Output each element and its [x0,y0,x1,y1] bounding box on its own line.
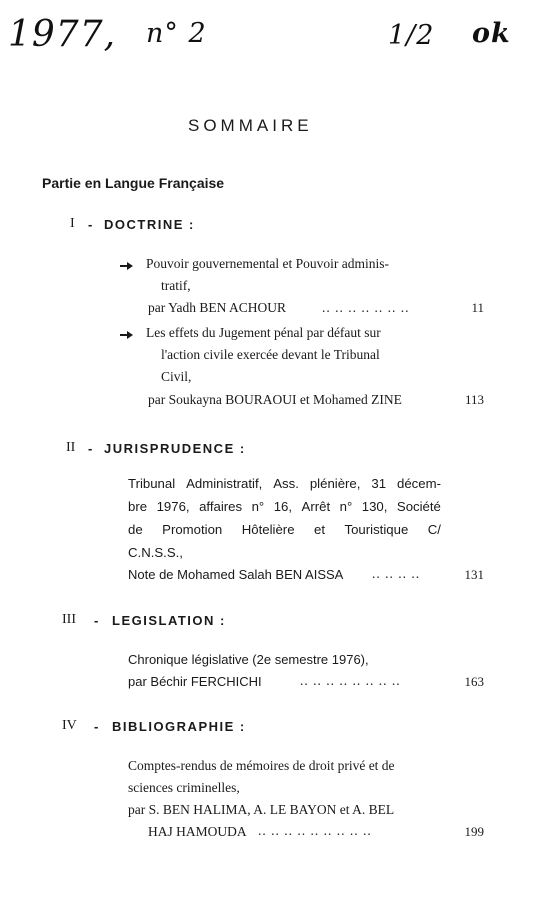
word: affaires [199,499,243,514]
word: Hôtelière [241,522,295,537]
entry-line: Comptes-rendus de mémoires de droit privé et de [128,758,395,773]
entry-line: Chronique législative (2e semestre 1976), [128,652,369,667]
section-number: II [66,440,76,455]
word: n° [339,499,353,514]
leader-dots: .. .. .. .. [372,566,421,581]
page-number: 113 [464,392,484,407]
word: 16, [273,499,293,514]
section-dash: - [94,613,99,628]
section-dash: - [94,719,99,734]
page-title: SOMMAIRE [188,116,313,135]
word: et [314,522,326,537]
entry-author: par Soukayna BOURAOUI et Mohamed ZINE [148,392,402,407]
section-number: IV [62,718,77,733]
entry-author: Note de Mohamed Salah BEN AISSA [128,567,344,582]
page-number: 199 [464,824,484,839]
arrow-bullet-icon [120,262,132,270]
part-heading: Partie en Langue Française [42,175,225,191]
handwritten-fraction: 1/2 [388,20,435,51]
text-line [128,476,441,496]
section-number: I [70,216,75,231]
handwritten-issue: n° 2 [146,18,207,49]
entry-line: tratif, [161,278,191,293]
word: n° [251,499,265,514]
word: Administratif, [186,476,263,491]
entry-line: l'action civile exercée devant le Tribunal [161,347,380,362]
text-line [128,499,441,519]
entry-author: HAJ HAMOUDA [148,824,247,839]
entry-author: par Yadh BEN ACHOUR [148,300,287,315]
word: Tribunal [128,476,176,491]
word: C.N.S.S., [128,545,183,560]
word: 130, [361,499,388,514]
word: 31 [371,476,387,491]
leader-dots: .. .. .. .. .. .. .. [322,300,410,315]
section-title: DOCTRINE : [104,217,195,232]
word: Promotion [162,522,223,537]
page-number: 131 [464,567,484,582]
handwritten-ok: ok [472,18,511,49]
leader-dots: .. .. .. .. .. .. .. .. .. [258,823,372,838]
word: plénière, [309,476,361,491]
section-title: JURISPRUDENCE : [104,441,246,456]
section-number: III [62,612,76,627]
arrow-bullet-icon [120,331,132,339]
text-line [128,545,441,565]
word: bre [128,499,148,514]
word: C/ [427,522,441,537]
word: 1976, [156,499,190,514]
jurisprudence-text [128,476,441,565]
word: Ass. [273,476,299,491]
word: Touristique [344,522,409,537]
section-dash: - [88,217,93,232]
section-dash: - [88,441,93,456]
word: Arrêt [301,499,331,514]
text-line [128,522,441,542]
entry-line: Civil, [161,369,192,384]
section-title: BIBLIOGRAPHIE : [112,719,246,734]
leader-dots: .. .. .. .. .. .. .. .. [300,673,401,688]
entry-author: par Béchir FERCHICHI [128,674,262,689]
word: décem- [396,476,441,491]
entry-line: Pouvoir gouvernemental et Pouvoir adminis- [146,256,389,271]
section-title: LEGISLATION : [112,613,226,628]
entry-line: sciences criminelles, [128,780,240,795]
word: Société [396,499,441,514]
entry-author: par S. BEN HALIMA, A. LE BAYON et A. BEL [128,802,395,817]
page-number: 11 [471,300,484,315]
word: de [128,522,143,537]
entry-line: Les effets du Jugement pénal par défaut sur [146,325,381,340]
page-number: 163 [464,674,484,689]
handwritten-year: 1977, [8,14,117,55]
